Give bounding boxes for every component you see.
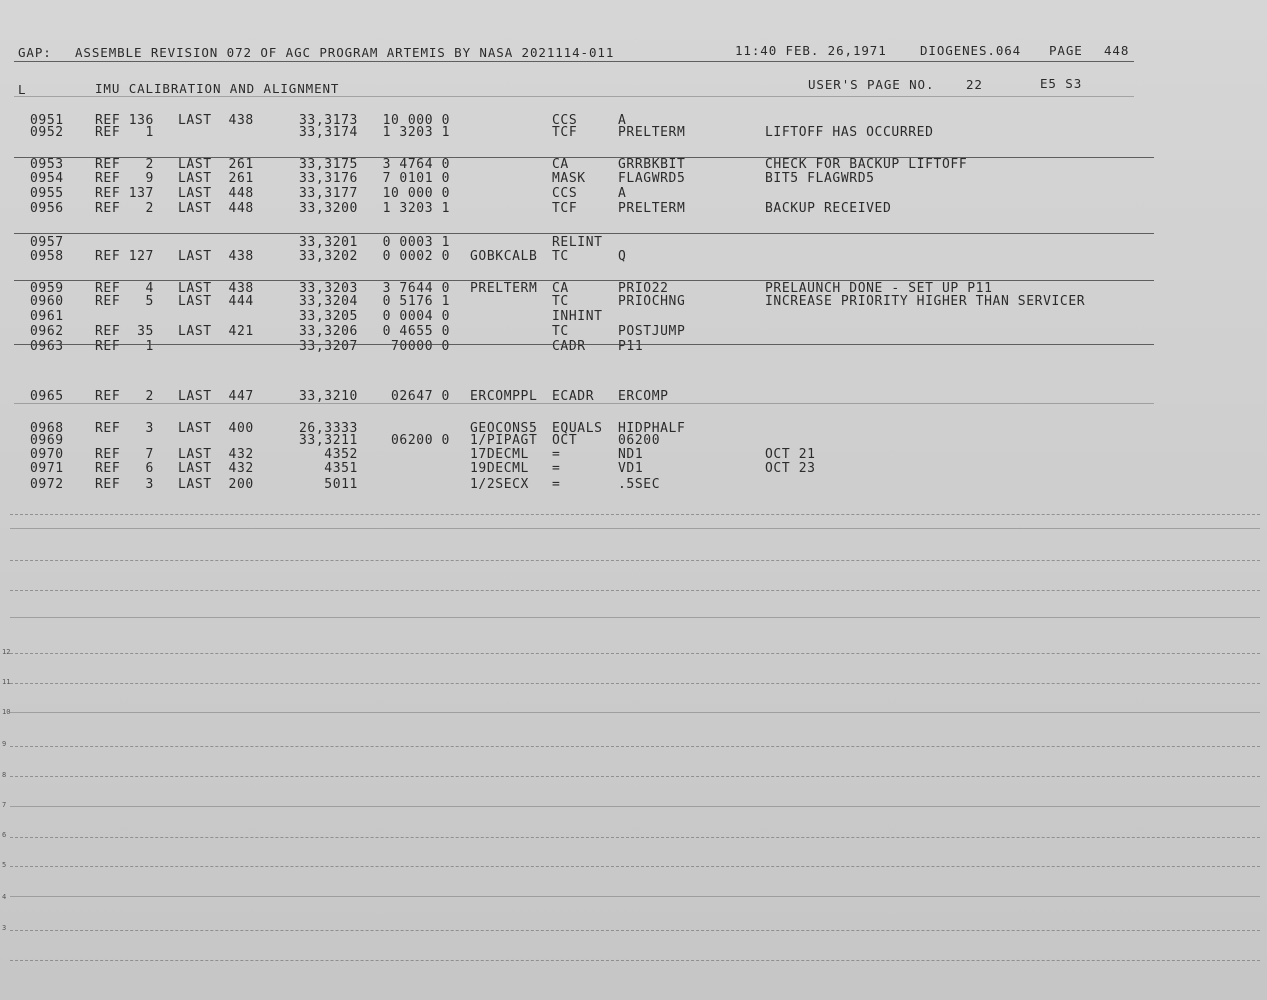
label-column: PRELTERM	[470, 281, 538, 296]
block-rule	[14, 280, 1154, 281]
last-column: LAST 444	[178, 294, 254, 309]
operand-column: Q	[618, 249, 627, 264]
line-number: 0961	[30, 309, 64, 324]
opcode-column: CA	[552, 281, 569, 296]
address-column: 33,3204	[299, 294, 358, 309]
line-number: 0953	[30, 157, 64, 172]
comment-column: PRELAUNCH DONE - SET UP P11	[765, 281, 993, 296]
operand-column: A	[618, 186, 627, 201]
opcode-column: INHINT	[552, 309, 603, 324]
line-number: 0968	[30, 421, 64, 436]
code-column: 0 0004 0	[382, 309, 450, 324]
ref-column: REF 3	[95, 477, 154, 492]
last-column: LAST 432	[178, 461, 254, 476]
opcode-column: CA	[552, 157, 569, 172]
last-column: LAST 432	[178, 447, 254, 462]
last-column: LAST 421	[178, 324, 254, 339]
address-column: 33,3207	[299, 339, 358, 354]
paper-line	[10, 960, 1260, 961]
paper-line	[10, 560, 1260, 561]
users-page-label: USER'S PAGE NO.	[808, 77, 935, 92]
section-title: IMU CALIBRATION AND ALIGNMENT	[95, 81, 340, 96]
opcode-column: CCS	[552, 186, 578, 201]
ref-column: REF 127	[95, 249, 154, 264]
opcode-column: ECADR	[552, 389, 595, 404]
paper-line	[10, 930, 1260, 931]
last-column: LAST 438	[178, 281, 254, 296]
comment-column: OCT 21	[765, 447, 816, 462]
last-column: LAST 400	[178, 421, 254, 436]
line-number: 0952	[30, 125, 64, 140]
operand-column: P11	[618, 339, 644, 354]
block-rule	[14, 157, 1154, 158]
line-number: 0954	[30, 171, 64, 186]
ref-column: REF 1	[95, 125, 154, 140]
line-number: 0969	[30, 433, 64, 448]
opcode-column: TC	[552, 324, 569, 339]
code-column: 06200 0	[391, 433, 450, 448]
operand-column: ND1	[618, 447, 644, 462]
label-column: 1/PIPAGT	[470, 433, 538, 448]
margin-number: 7	[2, 801, 7, 809]
section-rule	[14, 96, 1134, 97]
opcode-column: TC	[552, 249, 569, 264]
label-column: 19DECML	[470, 461, 529, 476]
operand-column: VD1	[618, 461, 644, 476]
paper-line	[10, 712, 1260, 713]
ref-column: REF 5	[95, 294, 154, 309]
operand-column: PRELTERM	[618, 125, 686, 140]
address-column: 33,3174	[299, 125, 358, 140]
line-number: 0960	[30, 294, 64, 309]
address-column: 4351	[324, 461, 358, 476]
comment-column: BIT5 FLAGWRD5	[765, 171, 875, 186]
address-column: 33,3210	[299, 389, 358, 404]
label-column: GEOCONS5	[470, 421, 538, 436]
operand-column: ERCOMP	[618, 389, 669, 404]
address-column: 33,3211	[299, 433, 358, 448]
address-column: 33,3176	[299, 171, 358, 186]
line-number: 0955	[30, 186, 64, 201]
opcode-column: TC	[552, 294, 569, 309]
line-number: 0957	[30, 235, 64, 250]
operand-column: HIDPHALF	[618, 421, 686, 436]
operand-column: POSTJUMP	[618, 324, 686, 339]
address-column: 33,3202	[299, 249, 358, 264]
comment-column: OCT 23	[765, 461, 816, 476]
header-rule	[14, 61, 1134, 62]
operand-column: 06200	[618, 433, 661, 448]
paper-line	[10, 590, 1260, 591]
ref-column: REF 4	[95, 281, 154, 296]
block-rule	[14, 344, 1154, 345]
line-number: 0963	[30, 339, 64, 354]
opcode-column: OCT	[552, 433, 578, 448]
last-column: LAST 200	[178, 477, 254, 492]
label-column: 1/2SECX	[470, 477, 529, 492]
code-column: 0 0003 1	[382, 235, 450, 250]
code-column: 0 4655 0	[382, 324, 450, 339]
paper-line	[10, 837, 1260, 838]
es-code: E5 S3	[1040, 76, 1083, 91]
header-diogenes: DIOGENES.064	[920, 43, 1022, 58]
operand-column: PRIO22	[618, 281, 669, 296]
address-column: 5011	[324, 477, 358, 492]
margin-number: 11	[2, 678, 11, 686]
code-column: 3 4764 0	[382, 157, 450, 172]
paper-line	[10, 683, 1260, 684]
line-number: 0962	[30, 324, 64, 339]
opcode-column: CCS	[552, 113, 578, 128]
opcode-column: RELINT	[552, 235, 603, 250]
header-assemble-line: ASSEMBLE REVISION 072 OF AGC PROGRAM ARTEMIS BY NASA 2021114-011	[75, 45, 615, 60]
last-column: LAST 261	[178, 171, 254, 186]
header-page-label: PAGE	[1049, 43, 1083, 58]
paper-line	[10, 776, 1260, 777]
ref-column: REF 9	[95, 171, 154, 186]
block-rule	[14, 233, 1154, 234]
address-column: 33,3173	[299, 113, 358, 128]
code-column: 10 000 0	[382, 113, 450, 128]
ref-column: REF 136	[95, 113, 154, 128]
paper-line	[10, 746, 1260, 747]
paper-line	[10, 617, 1260, 618]
ref-column: REF 35	[95, 324, 154, 339]
ref-column: REF 3	[95, 421, 154, 436]
address-column: 33,3175	[299, 157, 358, 172]
opcode-column: MASK	[552, 171, 586, 186]
operand-column: A	[618, 113, 627, 128]
header-time-date: 11:40 FEB. 26,1971	[735, 43, 887, 58]
ref-column: REF 1	[95, 339, 154, 354]
paper-line	[10, 866, 1260, 867]
header-page-number: 448	[1104, 43, 1130, 58]
last-column: LAST 438	[178, 113, 254, 128]
ref-column: REF 2	[95, 157, 154, 172]
margin-number: 9	[2, 740, 7, 748]
paper-line	[10, 514, 1260, 515]
comment-column: INCREASE PRIORITY HIGHER THAN SERVICER	[765, 294, 1086, 309]
margin-number: 12	[2, 648, 11, 656]
ref-column: REF 2	[95, 201, 154, 216]
opcode-column: TCF	[552, 125, 578, 140]
operand-column: .5SEC	[618, 477, 661, 492]
paper-line	[10, 806, 1260, 807]
last-column: LAST 447	[178, 389, 254, 404]
line-number: 0951	[30, 113, 64, 128]
line-number: 0958	[30, 249, 64, 264]
last-column: LAST 261	[178, 157, 254, 172]
address-column: 26,3333	[299, 421, 358, 436]
margin-number: 6	[2, 831, 7, 839]
opcode-column: =	[552, 477, 561, 492]
address-column: 33,3200	[299, 201, 358, 216]
opcode-column: EQUALS	[552, 421, 603, 436]
users-page-number: 22	[966, 77, 983, 92]
margin-number: 3	[2, 924, 7, 932]
last-column: LAST 448	[178, 186, 254, 201]
opcode-column: =	[552, 447, 561, 462]
line-number: 0959	[30, 281, 64, 296]
code-column: 1 3203 1	[382, 201, 450, 216]
operand-column: PRELTERM	[618, 201, 686, 216]
margin-number: 5	[2, 861, 7, 869]
code-column: 0 5176 1	[382, 294, 450, 309]
address-column: 33,3177	[299, 186, 358, 201]
label-column: ERCOMPPL	[470, 389, 538, 404]
label-column: 17DECML	[470, 447, 529, 462]
operand-column: GRRBKBIT	[618, 157, 686, 172]
code-column: 0 0002 0	[382, 249, 450, 264]
ref-column: REF 137	[95, 186, 154, 201]
comment-column: LIFTOFF HAS OCCURRED	[765, 125, 934, 140]
paper-line	[10, 896, 1260, 897]
header-l-label: L	[18, 82, 27, 97]
address-column: 4352	[324, 447, 358, 462]
line-number: 0956	[30, 201, 64, 216]
paper-line	[10, 653, 1260, 654]
ref-column: REF 6	[95, 461, 154, 476]
opcode-column: CADR	[552, 339, 586, 354]
line-number: 0965	[30, 389, 64, 404]
address-column: 33,3205	[299, 309, 358, 324]
margin-number: 10	[2, 708, 11, 716]
code-column: 02647 0	[391, 389, 450, 404]
address-column: 33,3201	[299, 235, 358, 250]
line-number: 0971	[30, 461, 64, 476]
line-number: 0970	[30, 447, 64, 462]
opcode-column: =	[552, 461, 561, 476]
paper-line	[10, 528, 1260, 529]
ref-column: REF 2	[95, 389, 154, 404]
label-column: GOBKCALB	[470, 249, 538, 264]
code-column: 1 3203 1	[382, 125, 450, 140]
comment-column: CHECK FOR BACKUP LIFTOFF	[765, 157, 968, 172]
line-number: 0972	[30, 477, 64, 492]
opcode-column: TCF	[552, 201, 578, 216]
operand-column: PRIOCHNG	[618, 294, 686, 309]
last-column: LAST 438	[178, 249, 254, 264]
header-prefix: GAP:	[18, 45, 52, 60]
operand-column: FLAGWRD5	[618, 171, 686, 186]
margin-number: 8	[2, 771, 7, 779]
code-column: 70000 0	[391, 339, 450, 354]
margin-number: 4	[2, 893, 7, 901]
last-column: LAST 448	[178, 201, 254, 216]
code-column: 3 7644 0	[382, 281, 450, 296]
comment-column: BACKUP RECEIVED	[765, 201, 892, 216]
address-column: 33,3203	[299, 281, 358, 296]
code-column: 10 000 0	[382, 186, 450, 201]
address-column: 33,3206	[299, 324, 358, 339]
code-column: 7 0101 0	[382, 171, 450, 186]
block-rule	[14, 403, 1154, 404]
ref-column: REF 7	[95, 447, 154, 462]
